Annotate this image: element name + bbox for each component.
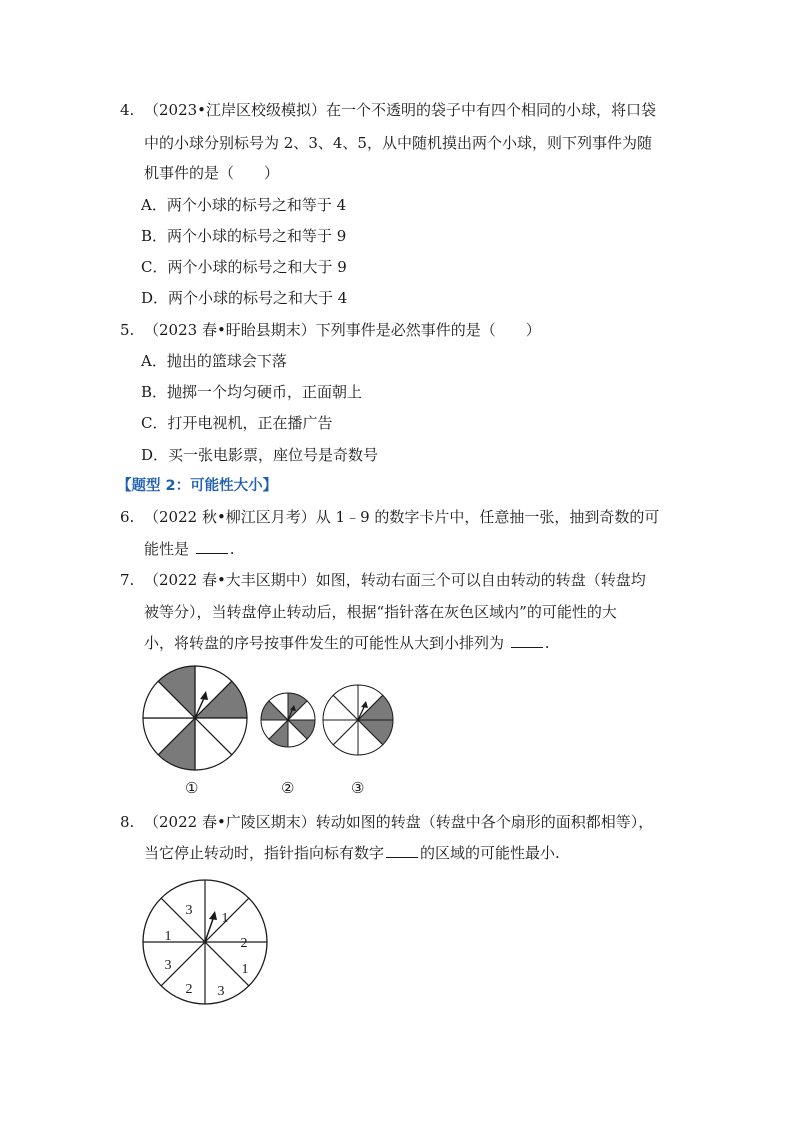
q8-line2: 当它停止转动时，指针指向标有数字 的区域的可能性最小.: [144, 844, 560, 862]
spinner-1-label: ①: [185, 779, 199, 797]
section-title: 【题型 2：可能性大小】: [117, 478, 278, 494]
q6-line2: 能性是 .: [144, 540, 235, 558]
spinner-2: [260, 692, 316, 748]
q4-line3: 机事件的是（ ）: [144, 164, 280, 182]
q4-option-b: B．两个小球的标号之和等于 9: [141, 227, 347, 245]
q7-line3: 小，将转盘的序号按事件发生的可能性从大到小排列为 .: [144, 634, 550, 652]
q7-answer-blank: [511, 633, 543, 648]
q8-number: 8.: [120, 813, 135, 831]
q5-option-d: D．买一张电影票，座位号是奇数号: [141, 446, 379, 464]
sector-number: 2: [240, 936, 248, 951]
numbered-spinner: [142, 879, 268, 1005]
q6-number: 6.: [120, 508, 135, 526]
q4-option-d: D．两个小球的标号之和大于 4: [141, 289, 348, 307]
q6-line1: 6. （2022 秋•柳江区月考）从 1﹣9 的数字卡片中，任意抽一张，抽到奇数的可: [120, 508, 660, 526]
sector-number: 3: [185, 903, 193, 918]
q6-answer-blank: [196, 539, 228, 554]
sector-number: 2: [185, 982, 193, 997]
sector-number: 3: [217, 984, 225, 999]
q4-line2: 中的小球分别标号为 2、3、4、5，从中随机摸出两个小球，则下列事件为随: [144, 134, 652, 152]
q8-line1: 8. （2022 春•广陵区期末）转动如图的转盘（转盘中各个扇形的面积都相等），: [120, 813, 654, 831]
q5-option-b: B．抛掷一个均匀硬币，正面朝上: [141, 383, 363, 401]
q4-option-c: C．两个小球的标号之和大于 9: [141, 258, 347, 276]
q7-line2: 被等分），当转盘停止转动后，根据“指针落在灰色区域内”的可能性的大: [144, 603, 617, 621]
spinner-2-label: ②: [281, 779, 295, 797]
q5-number: 5.: [120, 321, 135, 339]
q4-option-a: A．两个小球的标号之和等于 4: [141, 196, 347, 214]
sector-number: 1: [221, 911, 229, 926]
q7-number: 7.: [120, 571, 135, 589]
q7-line1: 7. （2022 春•大丰区期中）如图，转动右面三个可以自由转动的转盘（转盘均: [120, 571, 646, 589]
sector-number: 1: [241, 962, 249, 977]
q5-option-a: A．抛出的篮球会下落: [141, 352, 287, 370]
q4-number: 4.: [120, 101, 135, 119]
q5-line1: 5. （2023 春•盱眙县期末）下列事件是必然事件的是（ ）: [120, 321, 541, 339]
spinner-3: [322, 684, 394, 756]
q8-answer-blank: [386, 843, 418, 858]
sector-number: 1: [164, 929, 172, 944]
spinner-3-label: ③: [351, 779, 365, 797]
q5-option-c: C．打开电视机，正在播广告: [141, 414, 333, 432]
spinner-1: [142, 665, 248, 771]
q4-line1: 4. （2023•江岸区校级模拟）在一个不透明的袋子中有四个相同的小球，将口袋: [120, 101, 657, 119]
sector-number: 3: [164, 958, 172, 973]
